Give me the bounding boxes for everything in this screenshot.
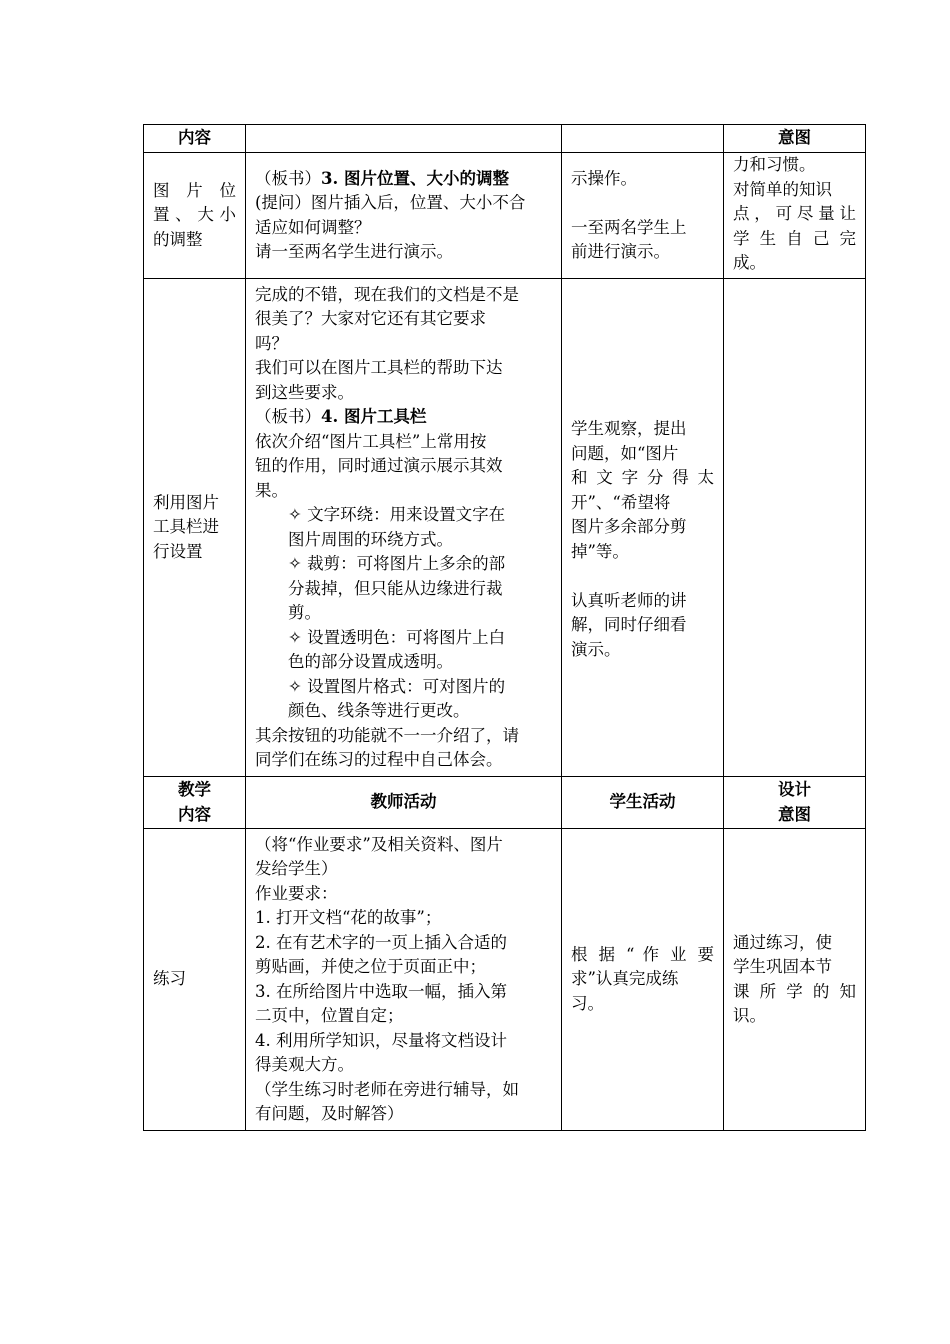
intent-line: 学 生 自 己 完 [733, 228, 856, 248]
teacher-line: (提问）图片插入后，位置、大小不合 [255, 193, 526, 212]
teacher-line: 我们可以在图片工具栏的帮助下达 [255, 358, 503, 377]
teacher-line: （学生练习时老师在旁进行辅导，如 [255, 1079, 519, 1099]
intent-line: 成。 [733, 253, 766, 272]
row-toolbar [144, 279, 866, 777]
student-line: 图片多余部分剪 [571, 517, 687, 536]
intent-line: 点，可尽量让 [733, 204, 856, 223]
teacher-line: 果。 [255, 480, 288, 500]
intent-line: 对简单的知识 [733, 179, 832, 199]
task-item-cont: 剪贴画，并使之位于页面正中； [255, 957, 486, 976]
task-item-cont: 二页中，位置自定； [255, 1006, 404, 1025]
topic-toolbar [144, 279, 246, 777]
row-practice [144, 829, 866, 1131]
teacher-line: 作业要求： [255, 883, 338, 903]
student-line: 根 据 “ 作 业 要 [571, 944, 714, 964]
teacher-line: （将“作业要求”及相关资料、图片 [255, 834, 503, 854]
header-student-activity: 学生活动 [562, 777, 724, 829]
topic-line: 的调整 [153, 229, 203, 249]
topic-practice: 练习 [144, 829, 246, 1131]
header-row-main [144, 777, 866, 829]
topic-image-adjust [144, 153, 246, 279]
bullet-crop: ✧ 裁剪：可将图片上多余的部 [288, 554, 506, 573]
student-line: 演示。 [571, 639, 621, 659]
bullet-transparent-cont: 色的部分设置成透明。 [288, 652, 453, 671]
teacher-line: 吗？ [255, 333, 288, 353]
lesson-plan-table [143, 124, 866, 1131]
student-line: 示操作。 [571, 168, 637, 188]
student-line: 前进行演示。 [571, 242, 670, 261]
student-line: 开”、“希望将 [571, 492, 671, 512]
student-line: 认真听老师的讲 [571, 590, 687, 610]
task-item-cont: 得美观大方。 [255, 1055, 354, 1074]
teacher-line: 钮的作用，同时通过演示展示其效 [255, 456, 503, 475]
topic-line: 置、大小 [153, 205, 236, 225]
row-image-adjust [144, 153, 866, 279]
bullet-text-wrap: ✧ 文字环绕：用来设置文字在 [288, 505, 506, 524]
intent-practice [724, 829, 866, 1131]
teacher-line: 其余按钮的功能就不一一介绍了，请 [255, 725, 519, 745]
student-line: 一至两名学生上 [571, 217, 687, 237]
task-item: 2. 在有艺术字的一页上插入合适的 [255, 932, 507, 952]
intent-line: 学生巩固本节 [733, 957, 832, 976]
intent-line: 力和习惯。 [733, 155, 816, 174]
intent-image-adjust [724, 153, 866, 279]
student-line: 习。 [571, 993, 604, 1013]
intent-line: 识。 [733, 1006, 766, 1025]
header-row-top [144, 125, 866, 153]
bullet-transparent: ✧ 设置透明色：可将图片上白 [288, 627, 506, 647]
header-teacher-activity: 教师活动 [246, 777, 562, 829]
topic-line: 工具栏进 [153, 517, 219, 537]
student-practice [562, 829, 724, 1131]
intent-toolbar [724, 279, 866, 777]
student-line: 掉”等。 [571, 541, 629, 561]
topic-line: 行设置 [153, 541, 203, 561]
student-image-adjust [562, 153, 724, 279]
teacher-line: 发给学生） [255, 859, 338, 878]
teacher-line: 到这些要求。 [255, 382, 354, 402]
teacher-line: 请一至两名学生进行演示。 [255, 242, 453, 261]
teacher-line: 很美了？大家对它还有其它要求 [255, 309, 486, 328]
teacher-line: （板书）4. 图片工具栏 [255, 407, 427, 426]
student-line: 问题，如“图片 [571, 443, 679, 463]
teacher-practice [246, 829, 562, 1131]
teacher-line: 同学们在练习的过程中自己体会。 [255, 750, 503, 769]
bullet-crop-cont: 分裁掉，但只能从边缘进行裁 [288, 578, 503, 598]
topic-line: 图 片 位 [153, 180, 236, 200]
teacher-line: 适应如何调整？ [255, 217, 371, 237]
header-teacher-blank [246, 125, 562, 153]
student-line: 解，同时仔细看 [571, 615, 687, 634]
header-content: 内容 [144, 125, 246, 153]
bullet-text-wrap-cont: 图片周围的环绕方式。 [288, 529, 453, 549]
task-item: 3. 在所给图片中选取一幅，插入第 [255, 981, 507, 1001]
header-student-blank [562, 125, 724, 153]
header-teaching-content: 教学 内容 [144, 777, 246, 829]
task-item: 1. 打开文档“花的故事”； [255, 908, 442, 927]
teacher-line: 有问题，及时解答） [255, 1104, 404, 1123]
task-item: 4. 利用所学知识，尽量将文档设计 [255, 1030, 507, 1050]
student-line: 学生观察，提出 [571, 419, 687, 438]
teacher-line: （板书）3. 图片位置、大小的调整 [255, 168, 509, 188]
bullet-format-cont: 颜色、线条等进行更改。 [288, 701, 470, 720]
intent-line: 通过练习，使 [733, 932, 832, 952]
bullet-format: ✧ 设置图片格式：可对图片的 [288, 676, 506, 696]
intent-line: 课 所 学 的 知 [733, 981, 856, 1001]
student-toolbar [562, 279, 724, 777]
bullet-crop-cont: 剪。 [288, 603, 321, 622]
teacher-image-adjust [246, 153, 562, 279]
student-line: 求”认真完成练 [571, 969, 679, 989]
header-intent: 意图 [724, 125, 866, 153]
teacher-line: 完成的不错，现在我们的文档是不是 [255, 284, 519, 304]
student-line: 和 文 字 分 得 太 [571, 468, 714, 487]
header-design-intent: 设计 意图 [724, 777, 866, 829]
teacher-toolbar [246, 279, 562, 777]
teacher-line: 依次介绍“图片工具栏”上常用按 [255, 431, 487, 451]
topic-line: 利用图片 [153, 492, 219, 512]
